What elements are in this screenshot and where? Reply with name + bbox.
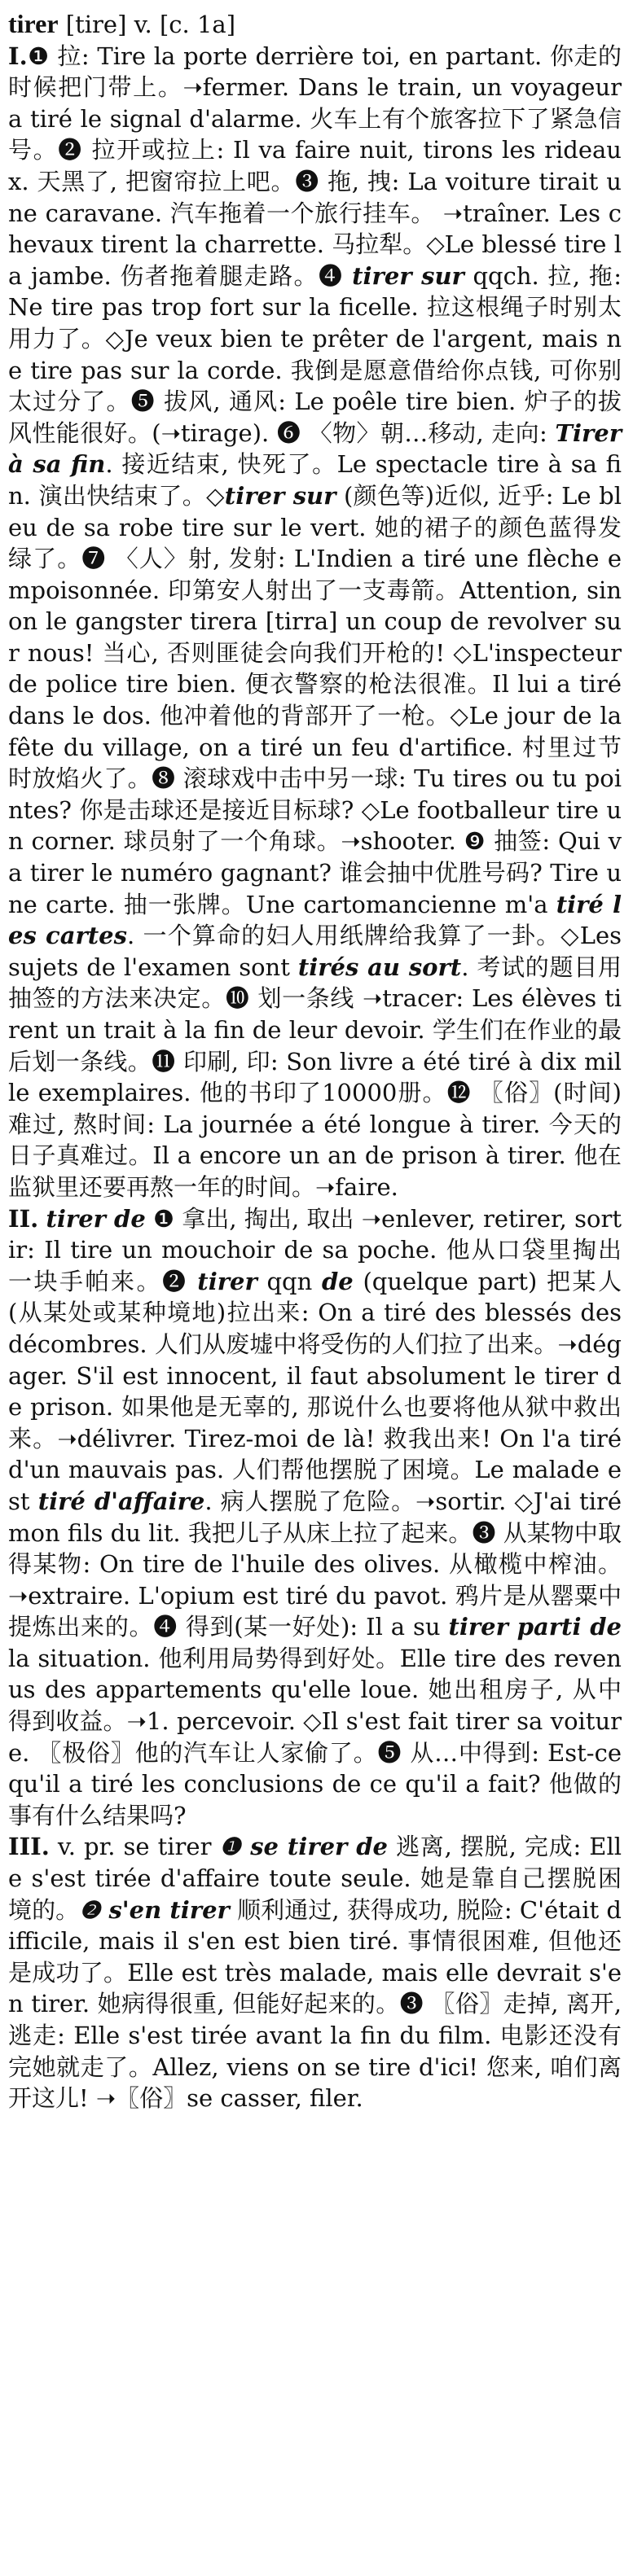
- entry-text: 逃离, 摆脱, 完成: Elle s'est tirée d'affaire toute seule. 她是靠自己摆脱困境的。: [8, 1833, 622, 1924]
- entry-text: . 病人摆脱了危险。➝sortir. ◇J'ai tiré mon fils du lit. 我把儿子从床上拉了起来。❸ 从某物中取得某物: On tire de l'huile des olives. 从橄榄中榨油。➝extraire. L'opium est tiré du pavot. 鸦片是从罂粟中提炼出来的。❹ 得到(某一好处): Il a su: [8, 1487, 622, 1641]
- phrase-expression: tirer sur: [224, 481, 336, 510]
- entry-text: (颜色等)近似, 近乎: Le bleu de sa robe tire sur le vert. 她的裙子的颜色蓝得发绿了。❼ 〈人〉射, 发射: L'Indien a tiré une flèche empoisonnée. 印第安人射出了一支毒箭。Attention, sinon le gangster tirera [tirra] un coup de revolver sur nous! 当心, 否则匪徒会向我们开枪的! ◇L'inspecteur de police tire bien. 便衣警察的枪法很准。Il lui a tiré dans le dos. 他冲着他的背部开了一枪。◇Le jour de la fête du village, on a tiré un feu d'artifice. 村里过节时放焰火了。❽ 滚球戏中击中另一球: Tu tires ou tu pointes? 你是击球还是接近目标球? ◇Le footballeur tire un corner. 球员射了一个角球。➝shooter. ❾ 抽签: Qui va tirer le numéro gagnant? 谁会抽中优胜号码? Tire une carte. 抽一张牌。Une cartomancienne m'a: [8, 481, 622, 918]
- entry-text: la situation. 他利用局势得到好处。Elle tire des revenus des appartements qu'elle loue. 她出租房子, 从中得到收益。➝1. percevoir. ◇Il s'est fait tirer sa voiture. 〖极俗〗他的汽车让人家偷了。❺ 从…中得到: Est-ce qu'il a tiré les conclusions de ce qu'il a fait? 他做的事有什么结果吗?: [8, 1644, 622, 1829]
- entry-text: (quelque part) 把某人(从某处或某种境地)拉出来: On a tiré des blessés des décombres. 人们从废墟中将受伤的人们拉了出来。➝dégager. S'il est innocent, il faut absolument le tirer de prison. 如果他是无辜的, 那说什么也要将他从狱中救出来。➝délivrer. Tirez-moi de là! 救我出来! On l'a tiré d'un mauvais pas. 人们帮他摆脱了困境。Le malade est: [8, 1267, 622, 1515]
- headword: tirer: [8, 9, 59, 38]
- entry-text: ❶ 拉: Tire la porte derrière toi, en partant. 你走的时候把门带上。➝fermer. Dans le train, un voyageur a tiré le signal d'alarme. 火车上有个旅客拉下了紧急信号。❷ 拉开或拉上: Il va faire nuit, tirons les rideaux. 天黑了, 把窗帘拉上吧。❸ 拖, 拽: La voiture tirait une caravane. 汽车拖着一个旅行挂车。 ➝traîner. Les chevaux tirent la charrette. 马拉犁。◇Le blessé tire la jambe. 伤者拖着腿走路。❹: [8, 42, 622, 290]
- phrase-expression: tirer sur: [352, 261, 464, 290]
- phrase-expression: tirer: [197, 1267, 257, 1295]
- entry-text: qqn: [257, 1267, 322, 1295]
- entry-text: qqch. 拉, 拖: Ne tire pas trop fort sur la ficelle. 拉这根绳子时别太用力了。◇Je veux bien te prêter de l'argent, mais ne tire pas sur la corde. 我倒是愿意借给你点钱, 可你别太过分了。❺ 拔风, 通风: Le poêle tire bien. 炉子的拔风性能很好。(➝tirage). ❻ 〈物〉朝…移动, 走向:: [8, 261, 622, 447]
- entry-sections: [8, 41, 622, 2114]
- section-numeral: III.: [8, 1833, 50, 1861]
- entry-section: [8, 1831, 622, 2114]
- phrase-expression: tiré les cartes: [8, 890, 622, 950]
- section-numeral: II.: [8, 1204, 39, 1233]
- entry-text: [38, 1205, 46, 1233]
- section-numeral: I.: [8, 42, 28, 70]
- entry-section: [8, 1203, 622, 1832]
- phrase-expression: tirés au sort: [297, 953, 462, 981]
- phrase-expression: tirer parti de: [448, 1613, 622, 1641]
- entry-text: . 考试的题目用抽签的方法来决定。❿ 划一条线 ➝tracer: Les élèves tirent un trait à la fin de leur devoir. 学生们在作业的最后划一条线。⓫ 印刷, 印: Son livre a été tiré à dix mille exemplaires. 他的书印了10000册。⓬ 〖俗〗(时间)难过, 熬时间: La journée a été longue à tirer. 今天的日子真难过。Il a encore un an de prison à tirer. 他在监狱里还要再熬一年的时间。➝faire.: [8, 953, 622, 1201]
- entry-section: [8, 41, 622, 1203]
- dictionary-entry: [8, 8, 622, 2114]
- entry-text: v. pr. se tirer: [49, 1833, 220, 1861]
- phrase-expression: ❶ se tirer de: [219, 1833, 388, 1861]
- phrase-expression: tiré d'affaire: [37, 1487, 205, 1515]
- phrase-expression: Tirer à sa fin: [8, 418, 622, 479]
- entry-text: . 一个算命的妇人用纸牌给我算了一卦。◇Les sujets de l'examen sont: [8, 922, 622, 981]
- entry-text: ❶ 拿出, 掏出, 取出 ➝enlever, retirer, sortir: Il tire un mouchoir de sa poche. 他从口袋里掏出一块手帕来。❷: [8, 1204, 622, 1295]
- entry-text: . 接近结束, 快死了。Le spectacle tire à sa fin. 演出快结束了。◇: [8, 450, 622, 510]
- phrase-expression: de: [321, 1267, 354, 1295]
- phrase-expression: tirer de: [46, 1204, 146, 1233]
- pronunciation-and-class: [tire] v. [c. 1a]: [58, 11, 236, 38]
- phrase-expression: ❷ s'en tirer: [79, 1895, 230, 1924]
- entry-text: 顺利通过, 获得成功, 脱险: C'était difficile, mais il s'en est bien tiré. 事情很困难, 但他还是成功了。Elle est très malade, mais elle devrait s'en tirer. 她病得很重, 但能好起来的。❸ 〖俗〗走掉, 离开, 逃走: Elle s'est tirée avant la fin du film. 电影还没有完她就走了。Allez, viens on se tire d'ici! 您来, 咱们离开这儿! ➝〖俗〗se casser, filer.: [8, 1895, 622, 2113]
